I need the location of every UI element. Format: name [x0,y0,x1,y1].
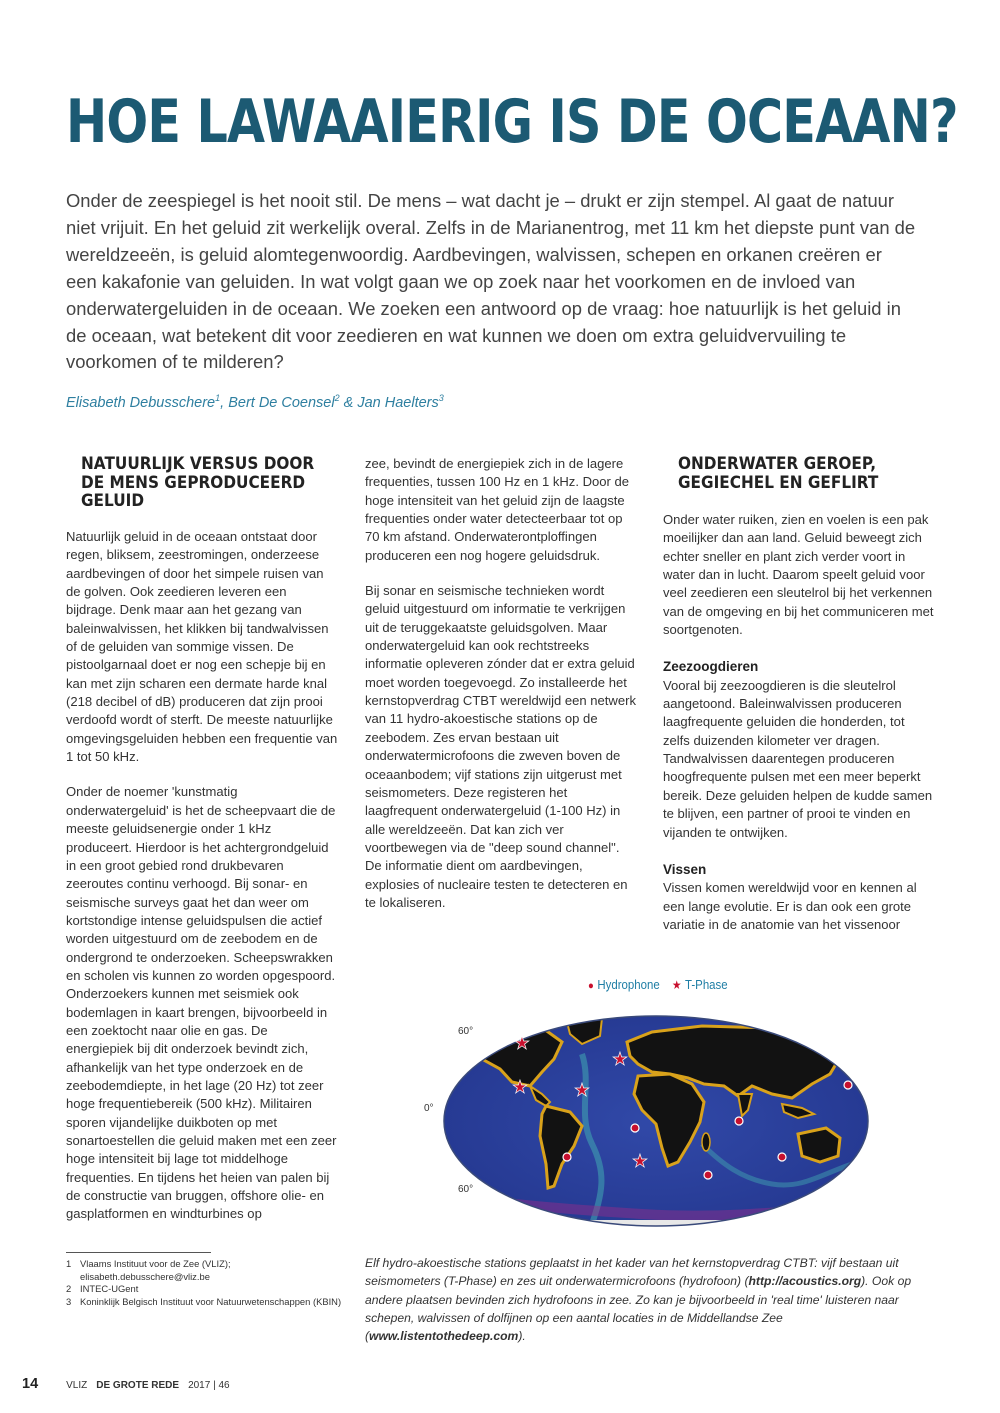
australia-landmass [798,1128,840,1162]
antarctica-landmass [442,1220,870,1228]
legend-hydrophone-label: Hydrophone [597,977,660,992]
page-title: HOE LAWAAIERIG IS DE OCEAAN? [66,87,958,157]
latitude-label-60s: 60° [458,1184,474,1195]
section-heading-natural-vs-human: NATUURLIJK VERSUS DOOR DE MENS GEPRODUCEERD GELUID [81,454,315,511]
tphase-station-star: ★ [613,1050,627,1068]
author-footnote-ref: 2 [334,393,340,403]
author-name: Jan Haelters [357,394,439,411]
hydrophone-station-dot [704,1171,712,1179]
author-name: Elisabeth Debusschere [66,394,216,411]
footnote-item: 1 Vlaams Instituut voor de Zee (VLIZ); elisabeth.debusschere@vliz.be [66,1258,231,1282]
tphase-station-star: ★ [513,1078,527,1096]
hydrophone-dot-icon: ● [588,980,594,992]
map-caption: Elf hydro-akoestische stations geplaatst in het kader van het kernstopverdrag CTBT: vijf bestaan uit seismometers (T-Phase) en zes uit onderwatermicrofoons (hydrofoon) (http://acoustics.org). Ook op andere plaatsen bevinden zich hydrofoons in zee. Zo kan je bijvoorbeeld in 'real time' luisteren naar schepen, walvissen of dolfijnen op een aantal locaties in de Middellandse Zee (www.listentothedeep.com). [365,1256,912,1344]
caption-link-acoustics[interactable]: http://acoustics.org [748,1274,862,1289]
hydrophone-station-dot [735,1117,743,1125]
tphase-star-icon: ★ [672,978,682,992]
hydrophone-station-dot [844,1081,852,1089]
caption-link-listentothedeep[interactable]: www.listentothedeep.com [369,1329,519,1344]
body-paragraph: Natuurlijk geluid in de oceaan ontstaat door regen, bliksem, zeestromingen, onderzeese aardbevingen of door het simpele ruisen van de golven. Ook zeedieren leveren een bijdrage. Denk maar aan het gezang van baleinwalvissen, het klikken bij tandwalvissen of de geluiden van sommige vissen. De pistoolgarnaal doet er nog een schepje bij en kan met zijn scharen een dermate harde knal (218 decibel of dB) produceren dat zijn prooi verdoofd wordt of sterft. De meeste natuurlijke omgevingsgeluiden hebben een frequentie van 1 tot 50 kHz. [66,529,338,765]
hydrophone-station-dot [778,1153,786,1161]
world-map [442,1014,870,1228]
footnote-item: 2 INTEC-UGent [66,1283,139,1295]
column-3 [663,511,935,934]
map-legend [588,977,728,992]
latitude-label-60n: 60° [458,1026,474,1037]
footer-magazine: DE GROTE REDE [96,1380,180,1391]
column-1 [66,528,338,1241]
author-footnote-ref: 3 [438,393,444,403]
hydrophone-station-dot [563,1153,571,1161]
author-line: Elisabeth Debusschere$^1$, Bert De Coensel$^2$ & Jan Haelters$^3$ [66,393,444,411]
subheading-fish: Vissen [663,861,707,877]
author-footnote-ref: 1 [215,393,221,403]
latitude-label-equator: 0° [424,1103,434,1114]
page-number: 14 [22,1376,39,1392]
author-name: Bert De Coensel [228,394,335,411]
footnotes [66,1258,356,1309]
body-paragraph: Onder water ruiken, zien en voelen is een pak moeilijker dan aan land. Geluid beweegt zich echter sneller en plant zich verder voort in water dan in lucht. Daarom speelt geluid voor veel zeedieren een sleutelrol bij het verkennen van de omgeving en bij het communiceren met soortgenoten. [663,512,934,638]
body-paragraph: Vissen komen wereldwijd voor en kennen al een lange evolutie. Er is dan ook een grote variatie in de anatomie van het vissenoor [663,880,917,932]
page-footer [22,1376,230,1392]
subheading-marine-mammals: Zeezoogdieren [663,659,759,675]
tphase-station-star: ★ [633,1152,647,1170]
section-heading-underwater-calls: ONDERWATER GEROEP, GEGIECHEL EN GEFLIRT [678,454,879,493]
madagascar-landmass [702,1133,710,1151]
legend-tphase-label: T-Phase [685,977,728,992]
hydrophone-station-dot [631,1124,639,1132]
body-paragraph: Vooral bij zeezoogdieren is die sleutelrol aangetoond. Baleinwalvissen produceren laagfrequente geluiden die honderden, tot zelfs duizenden kilometer ver dragen. Tandwalvissen daarentegen produceren hoogfrequente pulsen met een meer beperkt bereik. Deze geluiden helpen de kudde samen te blijven, een partner of prooi te vinden en vijanden te ontwijken. [663,677,933,840]
footnote-divider [66,1252,211,1253]
body-paragraph: Onder de noemer 'kunstmatig onderwatergeluid' is het de scheepvaart die de meeste geluidsenergie onder 1 kHz produceert. Hierdoor is het achtergrondgeluid in een groot gebied rond drukbevaren zeeroutes continu verhoogd. Bij sonar- en seismische surveys gaat het dan weer om kortstondige intense geluidspulsen die actief worden uitgestuurd om de zeebodem en de ondergrond te onderzoeken. Scheepswrakken en scholen vis kunnen zo worden opgespoord. Onderzoekers kunnen met seismiek ook bodemlagen in kaart brengen, bijvoorbeeld in een zoektocht naar olie en gas. De energiepiek bij dit onderzoek bevindt zich, afhankelijk van het type onderzoek en de zeebodemdiepte, in het lage (20 Hz) tot zeer hoge frequentiebereik (500 kHz). Militairen sporen vijandelijke duikboten op met sonartoestellen die geluid maken met een zeer hoge intensiteit bij lage tot middelhoge frequenties. En tijdens het heien van palen bij de constructie van bruggen, offshore olie- en gasplatformen en windturbines op [66,784,337,1222]
footer-issue: 2017 | 46 [188,1380,230,1391]
tphase-station-star: ★ [515,1034,529,1052]
column-2 [365,455,637,929]
intro-paragraph: Onder de zeespiegel is het nooit stil. De mens – wat dacht je – drukt er zijn stempel. Al gaat de natuur niet vrijuit. En het geluid zit werkelijk overal. Zelfs in de Marianentrog, met 11 km het diepste punt van de wereldzeeën, is geluid alomtegenwoordig. Aardbevingen, walvissen, schepen en orkanen creëren er een kakafonie van geluiden. In wat volgt gaan we op zoek naar het voorkomen en de invloed van onderwatergeluiden in de oceaan. We zoeken een antwoord op de vraag: hoe natuurlijk is het geluid in de oceaan, wat betekent dit voor zeedieren en wat kunnen we doen om extra geluidvervuiling te voorkomen of te milderen? [66,190,916,373]
tphase-station-star: ★ [575,1081,589,1099]
body-paragraph: Bij sonar en seismische technieken wordt geluid uitgestuurd om informatie te verkrijgen uit de teruggekaatste geluidsgolven. Maar onderwatergeluid kan ook rechtstreeks informatie opleveren zónder dat er extra geluid moet worden toegevoegd. Zo installeerde het kernstopverdrag CTBT wereldwijd een netwerk van 11 hydro-akoestische stations op de zeebodem. Zes ervan bestaan uit onderwatermicrofoons die zweven boven de oceaanbodem; vijf stations zijn uitgerust met seismometers. Deze registeren het laagfrequent onderwatergeluid (1-100 Hz) in alle wereldzeeën. Dat kan zich ver voortbewegen via de "deep sound channel". De informatie dient om aardbevingen, explosies of nucleaire testen te detecteren en te lokaliseren. [365,583,636,910]
body-paragraph: zee, bevindt de energiepiek zich in de lagere frequenties, tussen 100 Hz en 1 kHz. Door de hoge intensiteit van het geluid zijn de laagste frequenties onder water detecteerbaar tot op 70 km afstand. Onderwaterontploffingen produceren een nog hogere geluidsdruk. [365,456,629,563]
footer-org: VLIZ [66,1380,88,1391]
footnote-item: 3 Koninklijk Belgisch Instituut voor Natuurwetenschappen (KBIN) [66,1296,342,1308]
